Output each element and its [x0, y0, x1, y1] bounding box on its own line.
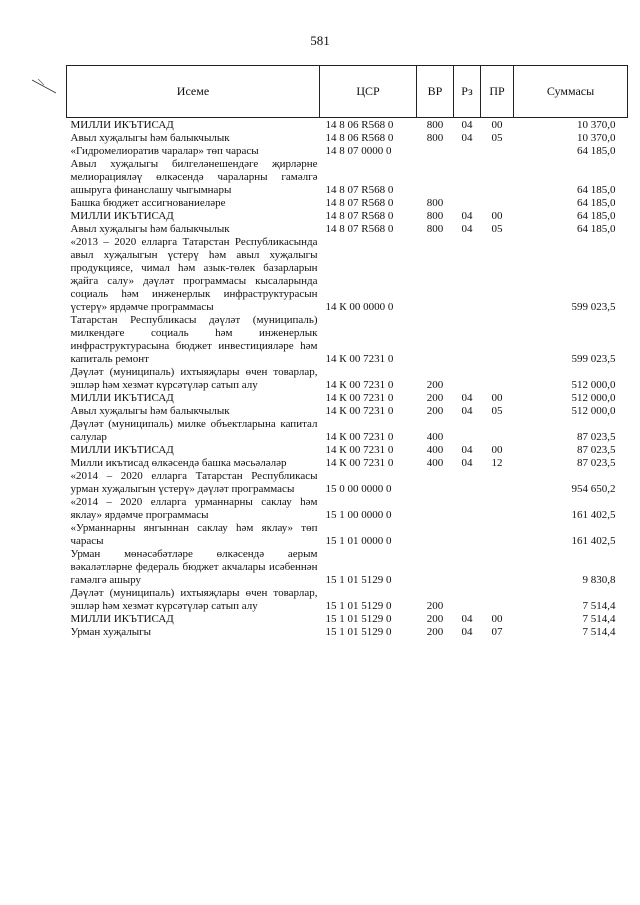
- row-rz: [454, 145, 481, 158]
- table-row: [67, 496, 628, 522]
- row-pr: [481, 522, 514, 548]
- table-row: [67, 418, 628, 444]
- row-sum: 599 023,5: [571, 353, 616, 365]
- row-rz: 04: [461, 405, 473, 417]
- row-pr: [481, 158, 514, 197]
- row-pr: 05: [491, 223, 503, 235]
- header-name: Исеме: [67, 66, 320, 118]
- row-rz: [454, 587, 481, 613]
- row-sum: 7 514,4: [582, 613, 616, 625]
- row-rz: [454, 314, 481, 366]
- row-rz: 04: [461, 626, 473, 638]
- row-vr: 800: [426, 197, 444, 209]
- row-sum: 512 000,0: [571, 405, 616, 417]
- row-csr: 15 1 01 5129 0: [325, 600, 392, 612]
- table-row: [67, 626, 628, 639]
- budget-table: [66, 65, 628, 639]
- header-csr: ЦСР: [320, 66, 417, 118]
- row-pr: [481, 314, 514, 366]
- header-sum: Суммасы: [514, 66, 628, 118]
- row-pr: 00: [491, 210, 503, 222]
- table-row: [67, 236, 628, 314]
- row-csr: 15 1 01 0000 0: [325, 535, 392, 547]
- row-vr: [417, 522, 454, 548]
- row-pr: [481, 236, 514, 314]
- row-name: «2014 – 2020 елларга Татарстан Республикасы урман хуҗалыгын үстерү» дәүләт программасы: [70, 470, 318, 495]
- row-rz: 04: [461, 119, 473, 131]
- table-row: [67, 444, 628, 457]
- row-csr: 14 8 07 R568 0: [325, 184, 394, 196]
- row-csr: 15 1 01 5129 0: [325, 626, 392, 638]
- row-pr: 00: [491, 444, 503, 456]
- row-sum: 64 185,0: [577, 145, 616, 157]
- row-sum: 9 830,8: [582, 574, 616, 586]
- table-row: [67, 145, 628, 158]
- row-vr: 200: [426, 392, 444, 404]
- row-csr: 14 8 06 R568 0: [325, 132, 394, 144]
- row-vr: 200: [426, 626, 444, 638]
- row-name: МИЛЛИ ИКЪТИСАД: [70, 444, 174, 456]
- row-sum: 10 370,0: [577, 119, 616, 131]
- row-sum: 161 402,5: [571, 509, 616, 521]
- row-rz: [454, 548, 481, 587]
- row-pr: [481, 197, 514, 210]
- row-rz: 04: [461, 457, 473, 469]
- row-rz: [454, 522, 481, 548]
- row-name: Дәүләт (муниципаль) ихтыяҗлары өчен товарлар, эшләр һәм хезмәт күрсәтүләр сатып алу: [70, 587, 318, 612]
- table-row: [67, 587, 628, 613]
- row-name: «Урманнарны янгыннан саклау һәм яклау» төп чарасы: [70, 522, 318, 547]
- row-vr: 800: [426, 119, 444, 131]
- header-rz: Рз: [454, 66, 481, 118]
- row-name: Башка бюджет ассигнованиеләре: [70, 197, 226, 209]
- header-pr: ПР: [481, 66, 514, 118]
- row-sum: 7 514,4: [582, 600, 616, 612]
- row-name: Милли икътисад өлкәсендә башка мәсьәләләр: [70, 457, 287, 469]
- table-row: [67, 210, 628, 223]
- row-csr: 14 К 00 7231 0: [325, 353, 394, 365]
- budget-table-container: [66, 65, 627, 639]
- table-row: [67, 223, 628, 236]
- row-vr: 800: [426, 132, 444, 144]
- row-pr: 07: [491, 626, 503, 638]
- row-name: Татарстан Республикасы дәүләт (муниципаль) милкендәге социаль һәм инженерлык инфраструктурасына бюджет инвестицияләре һәм капиталь ремонт: [70, 314, 318, 365]
- table-row: [67, 470, 628, 496]
- table-row: [67, 405, 628, 418]
- row-rz: [454, 158, 481, 197]
- row-rz: 04: [461, 613, 473, 625]
- table-row: [67, 158, 628, 197]
- row-sum: 64 185,0: [577, 184, 616, 196]
- header-vr: ВР: [417, 66, 454, 118]
- row-csr: 14 К 00 7231 0: [325, 405, 394, 417]
- row-csr: 14 К 00 7231 0: [325, 392, 394, 404]
- row-pr: [481, 470, 514, 496]
- table-row: [67, 457, 628, 470]
- row-vr: 200: [426, 600, 444, 612]
- row-vr: 200: [426, 405, 444, 417]
- table-row: [67, 366, 628, 392]
- row-name: Авыл хуҗалыгы билгеләнешендәге җирләрне мелиорацияләү өлкәсендә чараларны гамәлгә ашыруга финанслашу чыгымнары: [70, 158, 318, 196]
- table-row: [67, 118, 628, 133]
- row-sum: 161 402,5: [571, 535, 616, 547]
- row-sum: 64 185,0: [577, 210, 616, 222]
- row-pr: [481, 366, 514, 392]
- table-row: [67, 132, 628, 145]
- row-rz: [454, 496, 481, 522]
- row-csr: 14 8 07 R568 0: [325, 210, 394, 222]
- row-sum: 87 023,5: [577, 457, 616, 469]
- table-row: [67, 548, 628, 587]
- row-vr: [417, 496, 454, 522]
- row-name: Дәүләт (муниципаль) ихтыяҗлары өчен товарлар, эшләр һәм хезмәт күрсәтүләр сатып алу: [70, 366, 318, 391]
- row-vr: [417, 145, 454, 158]
- row-csr: 14 К 00 0000 0: [325, 301, 394, 313]
- row-name: «2013 – 2020 елларга Татарстан Республикасында авыл хуҗалыгын үстерү һәм авыл хуҗалыгы продукциясе, чимал һәм азык-төлек базарларын җайга салу» дәүләт программасы кысаларында социаль һәм инженерлык инфраструктурасын үстерү» ярдәмче программасы: [70, 236, 318, 313]
- row-name: «Гидромелиоратив чаралар» төп чарасы: [70, 145, 259, 157]
- row-name: МИЛЛИ ИКЪТИСАД: [70, 613, 174, 625]
- row-name: Авыл хуҗалыгы һәм балыкчылык: [70, 132, 230, 144]
- row-sum: 64 185,0: [577, 197, 616, 209]
- row-csr: 14 К 00 7231 0: [325, 444, 394, 456]
- row-pr: 05: [491, 132, 503, 144]
- table-row: [67, 613, 628, 626]
- row-vr: [417, 314, 454, 366]
- row-name: Урман хуҗалыгы: [70, 626, 152, 638]
- row-vr: [417, 548, 454, 587]
- row-vr: 200: [426, 613, 444, 625]
- row-name: Авыл хуҗалыгы һәм балыкчылык: [70, 405, 230, 417]
- row-csr: 14 8 07 R568 0: [325, 223, 394, 235]
- row-sum: 512 000,0: [571, 392, 616, 404]
- row-rz: 04: [461, 444, 473, 456]
- row-sum: 954 650,2: [571, 483, 616, 495]
- row-pr: 05: [491, 405, 503, 417]
- row-csr: 14 8 07 R568 0: [325, 197, 394, 209]
- row-csr: 14 К 00 7231 0: [325, 457, 394, 469]
- row-csr: 14 К 00 7231 0: [325, 431, 394, 443]
- row-pr: [481, 548, 514, 587]
- page-number: 581: [310, 33, 330, 48]
- row-vr: 400: [426, 444, 444, 456]
- row-csr: 15 1 01 5129 0: [325, 613, 392, 625]
- row-name: МИЛЛИ ИКЪТИСАД: [70, 119, 174, 131]
- row-vr: [417, 470, 454, 496]
- row-sum: 512 000,0: [571, 379, 616, 391]
- row-name: МИЛЛИ ИКЪТИСАД: [70, 210, 174, 222]
- row-vr: 800: [426, 223, 444, 235]
- row-vr: 800: [426, 210, 444, 222]
- row-sum: 7 514,4: [582, 626, 616, 638]
- row-pr: [481, 587, 514, 613]
- row-rz: [454, 236, 481, 314]
- row-pr: 00: [491, 392, 503, 404]
- scan-mark-icon: [30, 77, 60, 97]
- row-csr: 15 1 00 0000 0: [325, 509, 392, 521]
- row-rz: 04: [461, 392, 473, 404]
- row-rz: 04: [461, 132, 473, 144]
- row-csr: 14 8 07 0000 0: [325, 145, 392, 157]
- row-pr: [481, 145, 514, 158]
- row-rz: [454, 418, 481, 444]
- table-body: [67, 118, 628, 640]
- row-sum: 599 023,5: [571, 301, 616, 313]
- row-rz: 04: [461, 210, 473, 222]
- row-pr: 12: [491, 457, 503, 469]
- row-pr: [481, 496, 514, 522]
- row-vr: [417, 158, 454, 197]
- row-csr: 14 К 00 7231 0: [325, 379, 394, 391]
- table-row: [67, 197, 628, 210]
- row-vr: [417, 236, 454, 314]
- row-sum: 87 023,5: [577, 431, 616, 443]
- row-sum: 87 023,5: [577, 444, 616, 456]
- table-row: [67, 392, 628, 405]
- row-csr: 15 1 01 5129 0: [325, 574, 392, 586]
- table-row: [67, 314, 628, 366]
- row-csr: 15 0 00 0000 0: [325, 483, 392, 495]
- row-name: «2014 – 2020 елларга урманнарны саклау һәм яклау» ярдәмче программасы: [70, 496, 318, 521]
- row-rz: [454, 366, 481, 392]
- row-pr: [481, 418, 514, 444]
- row-vr: 400: [426, 457, 444, 469]
- table-row: [67, 522, 628, 548]
- table-header: [67, 66, 628, 118]
- row-vr: 400: [426, 431, 444, 443]
- row-csr: 14 8 06 R568 0: [325, 119, 394, 131]
- row-pr: 00: [491, 119, 503, 131]
- row-name: Авыл хуҗалыгы һәм балыкчылык: [70, 223, 230, 235]
- row-name: Урман мөнәсәбәтләре өлкәсендә аерым вәкаләтләрне федераль бюджет акчалары исәбеннән гамәлгә ашыру: [70, 548, 318, 586]
- row-rz: [454, 470, 481, 496]
- row-sum: 10 370,0: [577, 132, 616, 144]
- row-sum: 64 185,0: [577, 223, 616, 235]
- row-vr: 200: [426, 379, 444, 391]
- row-name: Дәүләт (муниципаль) милке объектларына капитал салулар: [70, 418, 318, 443]
- row-name: МИЛЛИ ИКЪТИСАД: [70, 392, 174, 404]
- row-rz: [454, 197, 481, 210]
- row-pr: 00: [491, 613, 503, 625]
- row-rz: 04: [461, 223, 473, 235]
